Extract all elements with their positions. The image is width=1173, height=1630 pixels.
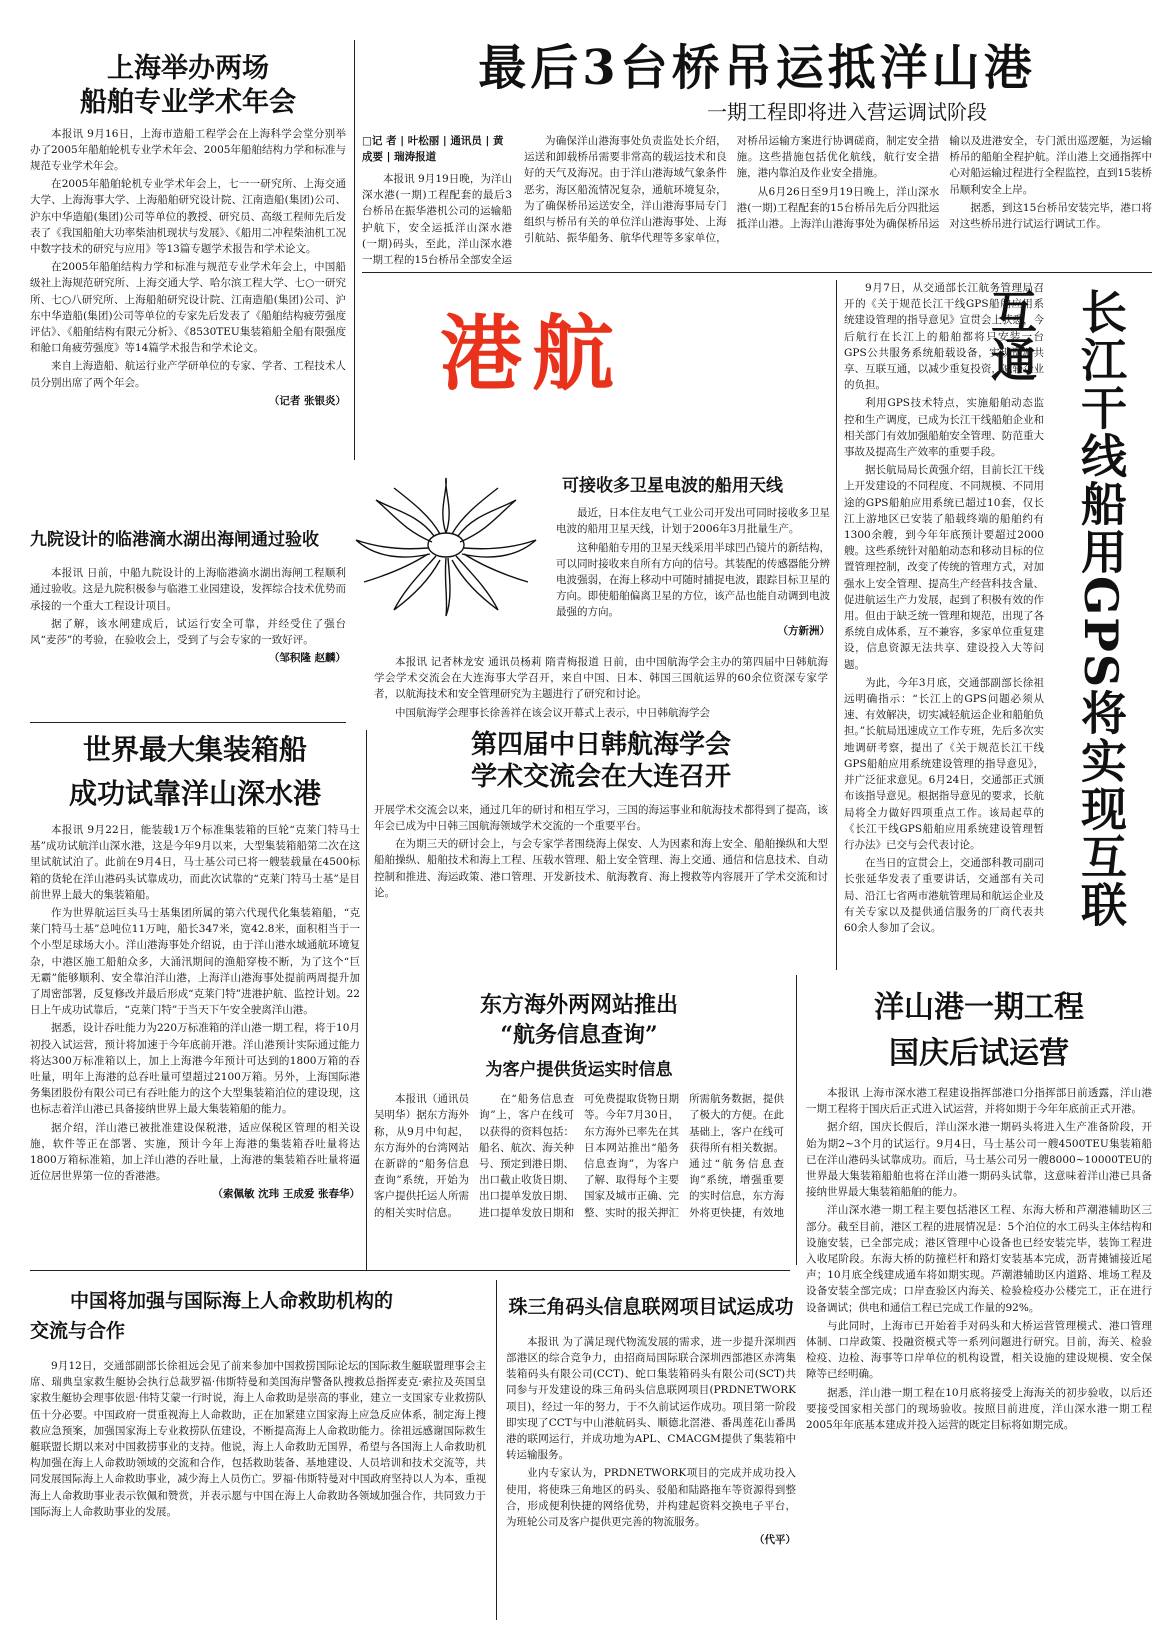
paragraph: 9月12日，交通部副部长徐祖远会见了前来参加中国救捞国际论坛的国际救生艇联盟理事会主席、瑞典皇家救生艇协会执行总裁罗福·伟斯特曼和美国海岸警备队搜救总指挥麦克·索拉及英国皇家救生艇协会理事依恩·伟特艾蒙一行时说，海上人命救助是崇高的事业，建立一支国家专业救捞队伍十分必要。中国政府一贯重视海上人命救助，正在加紧建立国家海上应急反应体系，制定海上搜救应急预案，加强国家海上专业救捞队伍建设，不断提高海上人命救助能力。徐祖远感谢国际救生艇联盟长期以来对中国救捞事业的支持。他说，海上人命救助无国界，希望与各国海上人命救助机构加强在海上人命救助领域的交流和合作，包括救助装备、基地建设、人员培训和技术交流等，共同发展国际海上人命救助事业，减少海上人员伤亡。罗福·伟斯特曼对中国政府坚持以人为本，重视海上人命救助事业表示钦佩和赞赏，并表示愿与中国在海上人命救助各领域加强合作，共同致力于国际海上人命救助事业的发展。 (30, 1360, 486, 1518)
paragraph: 为此，今年3月底，交通部副部长徐祖远明确指示：“长江上的GPS问题必须从速、有效解决，切实减轻航运企业和船舶负担。”长航局迅速成立工作专班，先后多次实地调研考察，提出了《关于规范长江干线GPS船舶应用系统建设管理的指导意见》，并广泛征求意见。6月24日，交通部正式颁布该指导意见。根据指导意见的要求，长航局将全力做好四项重点工作。该局起草的《长江干线GPS船舶应用系统建设管理暂行办法》已交与会代表讨论。 (844, 676, 1044, 851)
headline-line-2: 成功试靠洋山深水港 (68, 777, 321, 810)
article-yangtze-gps (844, 280, 1154, 980)
headline-line-1: 东方海外两网站推出 (479, 992, 678, 1018)
column-divider (366, 730, 367, 1270)
headline: 九院设计的临港滴水湖出海闸通过验收 (30, 530, 319, 550)
section-title (440, 305, 670, 415)
byline: （索佩敏 沈玮 王成爱 张春华） (212, 1188, 360, 1201)
paragraph: 从6月26日至9月19日晚上，洋山深水港(一期)工程配套的15台桥吊先后分四批运抵洋山港。上海洋山港海事处为确保桥吊运输以及进港安全，专门派出巡逻艇，为运输桥吊的船舶全程护航。洋山港上交通指挥中心对船运输过程进行全程监控，直到15装桥吊顺利安全上岸。 (736, 135, 1152, 231)
headline (30, 1286, 486, 1346)
paragraph: 这种船舶专用的卫星天线采用半球凹凸镜片的新结构，可以同时接收来自所有方向的信号。其装配的传感器能分辨电波强弱，在海上移动中可随时捕捉电波，跟踪目标卫星的方向。即使船舶偏离卫星的方位，该产品也能自动调到电波最强的方向。 (556, 541, 830, 619)
paragraph: 本报讯 9月22日，能装载1万个标准集装箱的巨轮“克莱门特马士基”成功试航洋山深水港，这是今年9月以来，大型集装箱船第二次在这里试航试泊了。此前在9月4日，马士基公司已将一艘装载量在4500标箱的货轮在洋山港码头试靠成功，而此次试靠的“克莱门特马士基”是目前世界上最大的集装箱船。 (30, 824, 360, 901)
paragraph: 本报讯 9月16日，上海市造船工程学会在上海科学会堂分别举办了2005年船舶轮机专业学术年会、2005年船舶结构力学和标准与规范专业学术年会。 (30, 127, 346, 172)
paragraph: 据悉，洋山港一期工程在10月底将接受上海海关的初步验收，以后还要接受国家相关部门的现场验收。按照目前进度，洋山深水港一期工程2005年年底基本建成并投入运营的既定目标将如期完成。 (806, 1386, 1152, 1432)
column-divider (796, 975, 797, 1265)
paragraph: 为确保洋山港海事处负责监处长介绍，运送和卸载桥吊需要非常高的载运技术和良好的天气及海况。由于洋山港海域气象条件恶劣，海区船流情况复杂，通航环境复杂，为了确保桥吊运送安全，洋山港海事局专门组织与桥吊有关的单位洋山港海事处、上海引航站、振华船务、航华代理等多家单位，对桥吊运输方案进行协调磋商，制定安全措施。这些措施包括优化航线，航行安全措施，港内靠泊及作业安全措施。 (524, 135, 940, 245)
paragraph: 在为期三天的研讨会上，与会专家学者围绕海上保安、人为因素和海上安全、船舶操纵和大型船舶操纵、船舶技术和海上工程、压载水管理、船上安全管理、海上交通、通信和信息技术、自动控制和推进、海运政策、港口管理、开发新技术、航海教育、海上搜救等内容展开了学术交流和讨论。 (374, 838, 828, 899)
paragraph: 与此同时，上海市已开始着手对码头和大桥运营管理模式、港口管理体制、口岸政策、投融资模式等一系列问题进行研究。目前，海关、检验检疫、边检、海事等口岸单位的机构设置，相关设施的建设规模、安全保障等已经明确。 (806, 1319, 1152, 1381)
credit-line: □记 者 | 叶松丽 | 通讯员 | 黄成要 | 瑞涛报道 (362, 135, 504, 163)
lead-paragraph: 中国航海学会理事长徐善祥在该会议开幕式上表示，中日韩航海学会 (395, 706, 710, 719)
headline (30, 52, 346, 120)
subheadline: 为客户提供货运实时信息 (485, 1060, 673, 1080)
paragraph: 利用GPS技术特点，实施船舶动态监控和生产调度，已成为长江干线船舶企业和相关部门有效加强船舶安全管理、防范重大事故及提高生产效率的重要手段。 (844, 397, 1044, 459)
paragraph: 来自上海造船、航运行业产学研单位的专家、学者、工程技术人员分别出席了两个年会。 (30, 360, 346, 389)
paragraph: 开展学术交流会以来，通过几年的研讨和相互学习，三国的海运事业和航海技术都得到了提高，该年会已成为中日韩三国航海领域学术交流的一个重要平台。 (374, 803, 828, 833)
headline-line-1: 第四届中日韩航海学会 (470, 729, 731, 760)
headline-line-1: 上海举办两场 (107, 53, 269, 84)
article-largest-container-ship (30, 728, 360, 1263)
byline: （代平） (754, 1534, 796, 1547)
article-dishui-lake-lock (30, 530, 346, 715)
paragraph: 本报讯 为了满足现代物流发展的需求，进一步提升深圳西部港区的综合竞争力，由招商局国际联合深圳西部港区赤湾集装箱码头有限公司(CCT)、蛇口集装箱码头有限公司(SCT)共同参与开发建设的珠三角码头信息联网项目(PRDNETWORK项目)，经过一年的努力，于不久前试运作成功。项目第一阶段即实现了CCT与中山港航码头、顺德北滘港、番禺莲花山番禺港的联网运行，并成功地为APL、CMACGM提供了集装箱中转运输服务。 (506, 1335, 796, 1462)
paragraph: 据介绍，国庆长假后，洋山深水港一期码头将进入生产准备阶段，开始为期2~3个月的试运行。9月4日，马士基公司一艘4500TEU集装箱船已在洋山港码头试靠成功。而后，马士基公司另一艘8000~10000TEU的世界最大集装箱船舶也将在洋山港一期码头试靠，这意味着洋山港已具备接纳世界最大集装箱船舶的能力。 (806, 1121, 1152, 1199)
paragraph: 本报讯 日前，中船九院设计的上海临港滴水湖出海闸工程顺利通过验收。这是九院积极参与临港工业园建设，发挥综合技术优势而承接的一个重大工程设计项目。 (30, 567, 346, 612)
byline: （方新洲） (777, 624, 830, 637)
paragraph: 据长航局局长黄强介绍，目前长江干线上开发建设的不同程度、不同规模、不同用途的GPS船舶应用系统已超过10套，仅长江上游地区已安装了船载终端的船舶约有1300余艘，到今年年底预计要超过2000艘。这些系统针对船舶动态和移动目标的位置管理控制，改变了传统的管理方式，对加强水上安全管理、提高生产经营科技含量、促进航运生产力发展，起到了积极有效的作用。但由于缺乏统一管理和规范，出现了各系统自成体系，互不兼容，多家单位重复建设，信息资源无法共享、建设投入大等问题。 (844, 464, 1044, 671)
article-yangshan-trial-operation (806, 985, 1152, 1620)
paragraph: 本报讯 上海市深水港工程建设指挥部港口分指挥部日前透露，洋山港一期工程将于国庆后正式进入试运营，并将如期于今年年底前正式开港。 (806, 1087, 1152, 1116)
article-oocl-websites (374, 990, 784, 1260)
flower-illustration (348, 470, 544, 620)
horizontal-divider (30, 722, 346, 723)
paragraph: 在2005年船舶轮机专业学术年会上，七一一研究所、上海交通大学、上海海事大学、上海船舶研究设计院、江南造船(集团)公司、沪东中华造船(集团)公司等单位的教授、研究员、高级工程师先后发表了《我国船舶大功率柴油机现状与发展》、《船用二冲程柴油机工况中数字技术的研究与应用》等13篇专题学术报告和学术论文。 (30, 178, 346, 255)
headline-line-2: 船舶专业学术年会 (80, 86, 296, 118)
headline-line-2: 学术交流会在大连召开 (470, 762, 731, 793)
byline: （邹积隆 赵麟） (268, 652, 346, 665)
lotus-icon (348, 470, 544, 620)
article-shipbuilding-conference (30, 52, 346, 452)
subheadline: 一期工程即将进入营运调试阶段 (707, 100, 987, 124)
paragraph: 洋山深水港一期工程主要包括港区工程、东海大桥和芦潮港辅助区三部分。截至目前，港区工程的进展情况是：5个泊位的水工码头主体结构和设施安装，已全部完成；港区管理中心设备也已经安装完毕，装饰工程进入收尾阶段。东海大桥的防撞栏杆和路灯安装基本完成，沥青摊铺接近尾声；10月底全线建成通车将如期实现。芦潮港辅助区内道路、堆场工程及设备安装全部完成；口岸查验区内海关、检验检疫办公楼完工，正在进行设备调试；供电和通信工程已完成工作量的92%。 (806, 1204, 1152, 1314)
vertical-headline: 长江干线船用GPS将实现互联互通 (984, 288, 1128, 930)
headline (806, 985, 1152, 1077)
column-divider (496, 1280, 497, 1620)
lead-paragraph: 本报讯 记者林龙安 通讯员杨莉 隋青梅报道 日前，由中国航海学会主办的第四届中日韩航海学会学术交流会在大连海事大学召开，来自中国、日本、韩国三国航运界的60余位资深专家学者，以航海技术和安全管理研究为主题进行了研究和讨论。 (374, 656, 828, 701)
paragraph: 业内专家认为，PRDNETWORK项目的完成并成功投入使用，将使珠三角地区的码头、驳船和陆路拖车等资源得到整合，形成便利快捷的网络优势，并构建起资料交换电子平台，为班轮公司及客户提供更完善的物流服务。 (506, 1467, 796, 1528)
headline-line-1: 世界最大集装箱船 (82, 733, 307, 766)
paragraph: 本报讯（通讯员吴明华）据东方海外称，从9月中旬起，东方海外的台湾网站在新辟的“船务信息查询”系统，开始为客户提供托运人所需的相关实时信息。 (374, 1093, 469, 1219)
headline: 最后3台桥吊运抵洋山港 (478, 40, 1036, 96)
paragraph: 本报讯 9月19日晚，为洋山深水港(一期)工程配套的最后3台桥吊在振华港机公司的运输船护航下，安全运抵洋山深水港(一期)码头，至此，洋山深水港一期工程的15台桥吊全部安全运 (362, 173, 512, 267)
article-navigation-conference (374, 654, 828, 954)
article-maritime-rescue (30, 1286, 486, 1620)
section-title-text: 港航 (440, 307, 625, 402)
paragraph: 9月7日，从交通部长江航务管理局召开的《关于规范长江干线GPS船舶应用系统建设管理的指导意见》宣贯会上获悉，今后航行在长江上的船舶都将只安装一台GPS公共服务系统船载设备，实现资源共享、互联互通，以减少重复投资，减轻企业的负担。 (844, 282, 1044, 392)
headline (374, 729, 828, 794)
column-divider (354, 40, 355, 460)
paragraph: 最近，日本住友电气工业公司开发出可同时接收多卫星电波的船用卫星天线，计划于2006年3月批量生产。 (556, 507, 830, 536)
headline (374, 990, 784, 1050)
headline-line-1: 洋山港一期工程 (874, 990, 1084, 1025)
paragraph: 在“船务信息查询”上，客户在线可以获得的资料包括：船名、航次、海关种号、预定到港日期、出口截止收货日期、出口提单发放日期、进口提单发放日期和可免费提取货物日期等。今年7月30日，东方海外已率先在其日本网站推出“船务信息查询”，为客户了解、取得每个主要国家及城市正确、完整、实时的报关押汇所需航务数据，提供了极大的方便。在此基础上，客户在线可获得所有相关数据。通过“航务信息查询”系统，增强重要的实时信息，东方海外将更快捷，有效地 (479, 1093, 784, 1219)
headline: 可接收多卫星电波的船用天线 (562, 476, 783, 496)
headline-line-2: 交流与合作 (30, 1320, 126, 1342)
headline: 珠三角码头信息联网项目试运成功 (508, 1296, 794, 1318)
headline-line-2: 国庆后试运营 (889, 1036, 1069, 1071)
horizontal-divider (362, 272, 1152, 273)
paragraph: 据悉，到这15台桥吊安装完毕，港口将对这些桥吊进行试运行调试工作。 (949, 201, 1152, 231)
headline (30, 728, 360, 816)
paragraph: 据了解，该水闸建成后，试运行安全可靠，并经受住了强台风“麦莎”的考验，在验收会上，受到了与会专家的一致好评。 (30, 617, 346, 647)
paragraph: 在当日的宣贯会上，交通部科教司副司长张延华发表了重要讲话，交通部有关司局、沿江七省两市港航管理局和航运企业及有关专家以及提供通信服务的厂商代表共60余人参加了会议。 (844, 857, 1044, 934)
article-prd-terminal-network (506, 1296, 796, 1620)
paragraph: 据悉，设计吞吐能力为220万标准箱的洋山港一期工程，将于10月初投入试运营，预计将加速于今年底前开港。洋山港预计实际通过能力将达300万标准箱以上，加上上海港今年预计可达到的1800万箱的吞吐量，明年上海港的总吞吐量可望超过2100万箱。另外，上海国际港务集团股份有限公司已有吞吐能力的这个大型集装箱泊位的建设现，这也标志着洋山港已具备接纳世界上最大集装箱船的能力。 (30, 1022, 360, 1116)
paragraph: 据介绍，洋山港已被批准建设保税港，适应保税区管理的相关设施，软件等正在部署、实施，预计今年上海港的集装箱吞吐量将达1800万箱标准箱，加上洋山港的吞吐量，上海港的集装箱吞吐量将逼近位居世界第一位的香港港。 (30, 1121, 360, 1183)
horizontal-divider (30, 1270, 790, 1271)
column-divider (836, 280, 837, 970)
article-gantry-cranes (362, 38, 1152, 270)
headline-line-2: “航务信息查询” (500, 1022, 658, 1048)
paragraph: 在2005年船舶结构力学和标准与规范专业学术年会上，中国船级社上海规范研究所、上海交通大学、哈尔滨工程大学、七○一研究所、七○八研究所、上海船舶研究设计院、江南造船(集团)公司、沪东中华造船(集团)公司等单位的专家先后发表了《船舶结构疲劳强度评估》、《船舶结构有限元分析》、《8530TEU集装箱船全船有限强度和舱口角疲劳强度》等14篇学术报告和学术论文。 (30, 261, 346, 355)
paragraph: 作为世界航运巨头马士基集团所属的第六代现代化集装箱船，“克莱门特马士基”总吨位11万吨，船长347米，宽42.8米，面积相当于一个小型足球场大小。洋山港海事处介绍说，由于洋山港水域通航环境复杂，中港区施工船舶众多，大涌汛期间的渔船穿梭不断，为了这个“巨无霸”能够顺利、安全靠泊洋山港，上海洋山港海事处提前两周提升加了周密部署，反复修改并最后形成“克莱门特”进港护航、监控计划。22日上午成功试靠后，“克莱门特”于当天下午安全驶离洋山港。 (30, 907, 360, 1017)
article-satellite-antenna (556, 476, 830, 656)
byline: （记者 张银炎） (268, 394, 346, 407)
headline-line-1: 中国将加强与国际海上人命救助机构的 (70, 1290, 394, 1312)
